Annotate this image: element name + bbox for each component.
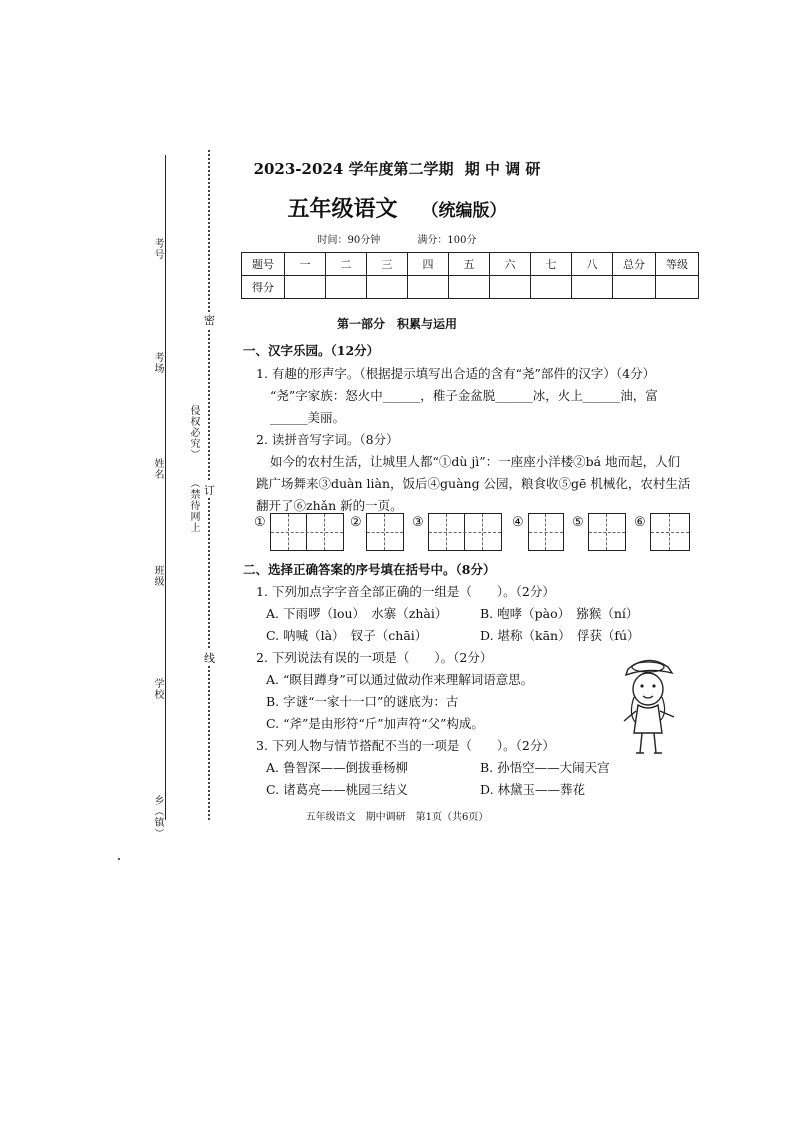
table-header-cell: 二: [326, 253, 367, 276]
s2-q2-option-a: A. “瞑目蹲身”可以通过做动作来理解词语意思。: [266, 672, 534, 687]
score-row-label: 得分: [242, 276, 285, 299]
cut-line-mark: 线: [204, 652, 215, 665]
s1-q1-line1: “尧”字家族：怒火中______，稚子金盆脱______冰，火上______油，富: [270, 388, 658, 403]
grid-number: ②: [350, 515, 362, 530]
seal-mark: 密: [204, 314, 215, 327]
s2-q1-option-d: D. 堪称（kān） 俘获（fú）: [480, 628, 640, 643]
s1-q2-line1: 如今的农村生活，让城里人都“①dù jì”：一座座小洋楼②bá 地而起，人们: [270, 454, 681, 469]
s1-q2-line2: 跳广场舞来③duàn liàn，饭后④guàng 公园，粮食收⑤gē 机械化，农村生活: [256, 476, 691, 491]
score-cell[interactable]: [408, 276, 449, 299]
writing-grid-5[interactable]: [588, 513, 626, 551]
s2-q3-option-b: B. 孙悟空——大闹天宫: [480, 760, 610, 775]
page-footer: 五年级语文 期中调研 第1页（共6页）: [305, 812, 489, 823]
grid-number: ③: [412, 515, 424, 530]
s2-q2-option-b: B. 字谜“一家十一口”的谜底为：古: [266, 694, 459, 709]
score-cell[interactable]: [490, 276, 531, 299]
school-label: 学校: [152, 678, 163, 700]
name-label: 姓名: [152, 458, 163, 480]
s1-q2-line3: 翻开了⑥zhǎn 新的一页。: [256, 498, 403, 513]
score-cell[interactable]: [367, 276, 408, 299]
score-table: [241, 252, 699, 299]
s1-q1-line2: ______美丽。: [270, 410, 346, 425]
table-header-cell: 七: [531, 253, 572, 276]
town-label: 乡（镇）: [152, 795, 163, 839]
table-header-cell: 总分: [613, 253, 656, 276]
s2-question-1: 1. 下列加点字字音全部正确的一组是（ ）。（2分）: [256, 584, 555, 599]
writing-grid-2[interactable]: [366, 513, 404, 551]
grid-number: ⑥: [634, 515, 646, 530]
score-cell[interactable]: [449, 276, 490, 299]
table-header-cell: 四: [408, 253, 449, 276]
part-one-title: 第一部分 积累与运用: [336, 317, 457, 331]
notice-line2: 侵权必究）: [188, 405, 199, 460]
table-header-cell: 一: [285, 253, 326, 276]
table-header-cell: 五: [449, 253, 490, 276]
s2-q1-option-b: B. 咆哮（pào） 猕猴（ní）: [480, 606, 639, 621]
binding-solid-line: [165, 155, 166, 820]
section-one-title: 一、汉字乐园。（12分）: [243, 343, 380, 358]
table-header-cell: 题号: [242, 253, 285, 276]
score-cell[interactable]: [326, 276, 367, 299]
writing-grid-4[interactable]: [528, 513, 564, 551]
score-cell[interactable]: [285, 276, 326, 299]
time-and-score-info: 时间：90分钟 满分：100分: [317, 235, 477, 246]
room-label: 考场: [152, 352, 163, 374]
score-cell[interactable]: [656, 276, 699, 299]
s2-q1-option-a: A. 下雨啰（lou） 水寨（zhài）: [266, 606, 448, 621]
s2-q3-option-d: D. 林黛玉——葬花: [480, 782, 586, 797]
s2-q1-option-c: C. 呐喊（là） 钗子（chāi）: [266, 628, 428, 643]
s1-question-2: 2. 读拼音写字词。（8分）: [256, 432, 399, 447]
s2-question-2: 2. 下列说法有误的一项是（ ）。（2分）: [256, 650, 493, 665]
s2-q3-option-a: A. 鲁智深——倒拔垂杨柳: [266, 760, 408, 775]
table-header-cell: 三: [367, 253, 408, 276]
exam-main-title: 五年级语文 （统编版）: [287, 196, 507, 222]
writing-grid-1[interactable]: [270, 513, 344, 551]
s2-question-3: 3. 下列人物与情节搭配不当的一项是（ ）。（2分）: [256, 738, 555, 753]
writing-grid-3[interactable]: [428, 513, 502, 551]
s2-q2-option-c: C. “斧”是由形符“斤”加声符“父”构成。: [266, 716, 484, 731]
cartoon-girl-illustration: [618, 655, 680, 757]
score-cell[interactable]: [531, 276, 572, 299]
notice-line1: （禁待网上: [188, 478, 199, 533]
table-header-cell: 八: [572, 253, 613, 276]
table-header-cell: 等级: [656, 253, 699, 276]
section-two-title: 二、选择正确答案的序号填在括号中。（8分）: [243, 562, 496, 577]
score-table-header-row: [242, 253, 699, 276]
s1-question-1: 1. 有趣的形声字。（根据提示填写出合适的含有“尧”部件的汉字）（4分）: [256, 366, 656, 381]
grid-number: ⑤: [572, 515, 584, 530]
exam-term-title: 2023-2024 学年度第二学期 期 中 调 研: [253, 160, 541, 178]
grid-number: ④: [512, 515, 524, 530]
grid-number: ①: [254, 515, 266, 530]
exam-no-label: 考号: [152, 238, 163, 260]
s2-q3-option-c: C. 诸葛亮——桃园三结义: [266, 782, 409, 797]
class-label: 班级: [152, 565, 163, 587]
score-table-score-row: [242, 276, 699, 299]
staple-mark: 订: [204, 484, 215, 497]
scan-dot: [118, 858, 120, 860]
score-cell[interactable]: [572, 276, 613, 299]
writing-grid-6[interactable]: [650, 513, 690, 551]
score-cell[interactable]: [613, 276, 656, 299]
table-header-cell: 六: [490, 253, 531, 276]
